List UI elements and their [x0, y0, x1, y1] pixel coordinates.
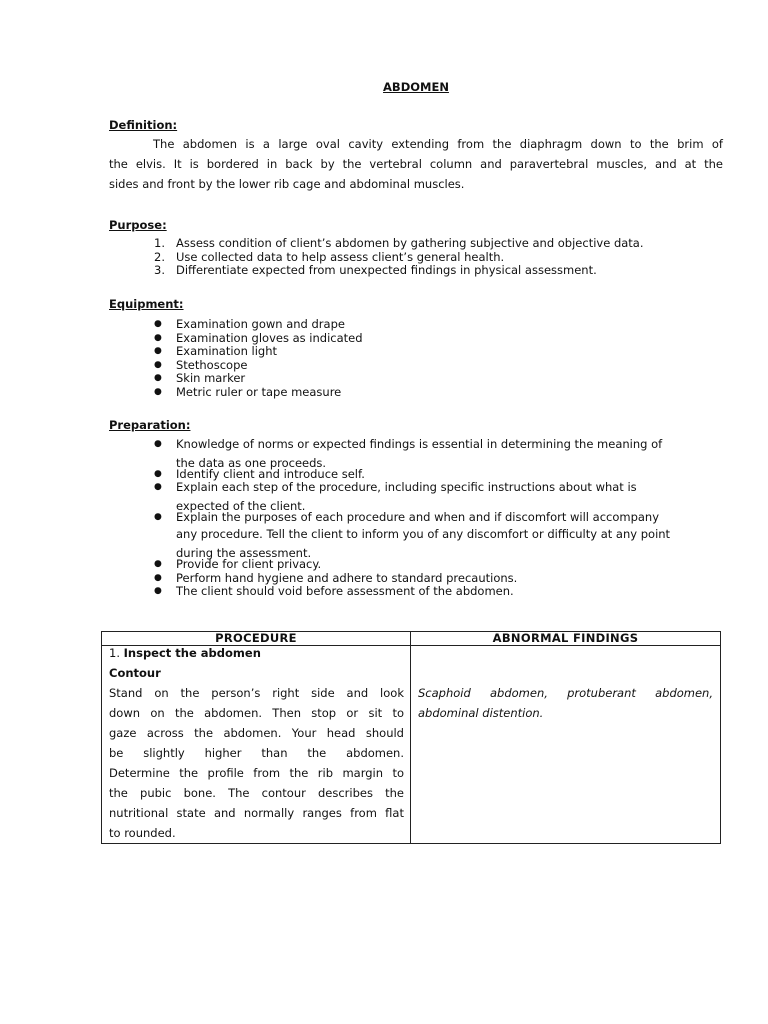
list-item: ● Metric ruler or tape measure: [154, 384, 342, 399]
list-item: ● Knowledge of norms or expected findings is essential in determining the meaning of the data as one proceeds.: [154, 437, 663, 470]
procedure-table: [101, 631, 721, 844]
table-row: [102, 646, 721, 844]
document-title: ABDOMEN: [383, 80, 449, 94]
list-item: ● Explain the purposes of each procedure and when and if discomfort will accompany any procedure. Tell the client to inform you of any discomfort or difficulty at any point during the assessment.: [154, 509, 671, 560]
equipment-heading: Equipment:: [109, 297, 184, 311]
bullet-icon: ●: [154, 511, 162, 522]
list-item: ● The client should void before assessment of the abdomen.: [154, 584, 514, 598]
abnormal-findings-column-header: ABNORMAL FINDINGS: [411, 632, 721, 646]
list-item: ● Identify client and introduce self.: [154, 466, 365, 481]
bullet-icon: ●: [154, 586, 162, 596]
bullet-icon: ●: [154, 332, 162, 343]
procedure-column-header: PROCEDURE: [102, 632, 411, 646]
bullet-icon: ●: [154, 559, 162, 569]
bullet-icon: ●: [154, 572, 162, 583]
list-item: ● Skin marker: [154, 371, 246, 385]
definition-paragraph: [109, 134, 723, 194]
definition-line-2: the elvis. It is bordered in back by the vertebral column and paravertebral muscles, and at the: [109, 157, 723, 171]
step-title: Inspect the abdomen: [123, 646, 261, 660]
bullet-icon: ●: [154, 359, 162, 370]
definition-line-3: sides and front by the lower rib cage and abdominal muscles.: [109, 177, 465, 191]
list-item: ● Perform hand hygiene and adhere to standard precautions.: [154, 570, 518, 585]
findings-text: Scaphoid abdomen, protuberant abdomen, abdominal distention.: [418, 686, 713, 720]
procedure-cell: 1. Inspect the abdomen Contour Stand on the person’s right side and look down on the abdomen. Then stop or sit to gaze across the abdomen. Your head should be slightly higher than the abdomen. Determine the profile from the rib margin to the pubic bone. The contour describes the nutritional state and normally ranges from flat to rounded.: [102, 646, 411, 844]
list-item: ● Stethoscope: [154, 357, 248, 372]
bullet-icon: ●: [154, 346, 162, 356]
bullet-icon: ●: [154, 373, 162, 383]
abnormal-findings-cell: [411, 646, 721, 844]
list-item: 1. Assess condition of client’s abdomen by gathering subjective and objective data.: [154, 236, 644, 250]
list-item: 3. Differentiate expected from unexpected findings in physical assessment.: [154, 263, 597, 277]
purpose-list: [152, 237, 722, 278]
table-header-row: [102, 632, 721, 646]
purpose-heading: Purpose:: [109, 218, 167, 232]
preparation-list: [152, 438, 722, 599]
definition-heading: Definition:: [109, 118, 178, 132]
preparation-heading: Preparation:: [109, 418, 191, 432]
list-item: ● Explain each step of the procedure, including specific instructions about what is expected of the client.: [154, 480, 637, 513]
equipment-list: [152, 318, 722, 399]
definition-line-1: The abdomen is a large oval cavity extending from the diaphragm down to the brim of: [153, 137, 723, 151]
list-item: ● Examination gown and drape: [154, 317, 345, 331]
bullet-icon: ●: [154, 482, 162, 492]
bullet-icon: ●: [154, 386, 162, 397]
contour-subheading: Contour: [109, 666, 161, 680]
bullet-icon: ●: [154, 319, 162, 329]
list-item: 2. Use collected data to help assess client’s general health.: [154, 249, 505, 264]
bullet-icon: ●: [154, 439, 162, 449]
bullet-icon: ●: [154, 468, 162, 479]
list-item: ● Examination gloves as indicated: [154, 330, 363, 345]
list-item: ● Provide for client privacy.: [154, 557, 322, 571]
procedure-text: Stand on the person’s right side and look down on the abdomen. Then stop or sit to gaze across the abdomen. Your head should be slightly higher than the abdomen. Determine the profile from the rib margin to the pubic bone. The contour describes the nutritional state and normally ranges from flat to rounded.: [109, 686, 404, 840]
list-item: ● Examination light: [154, 344, 278, 358]
